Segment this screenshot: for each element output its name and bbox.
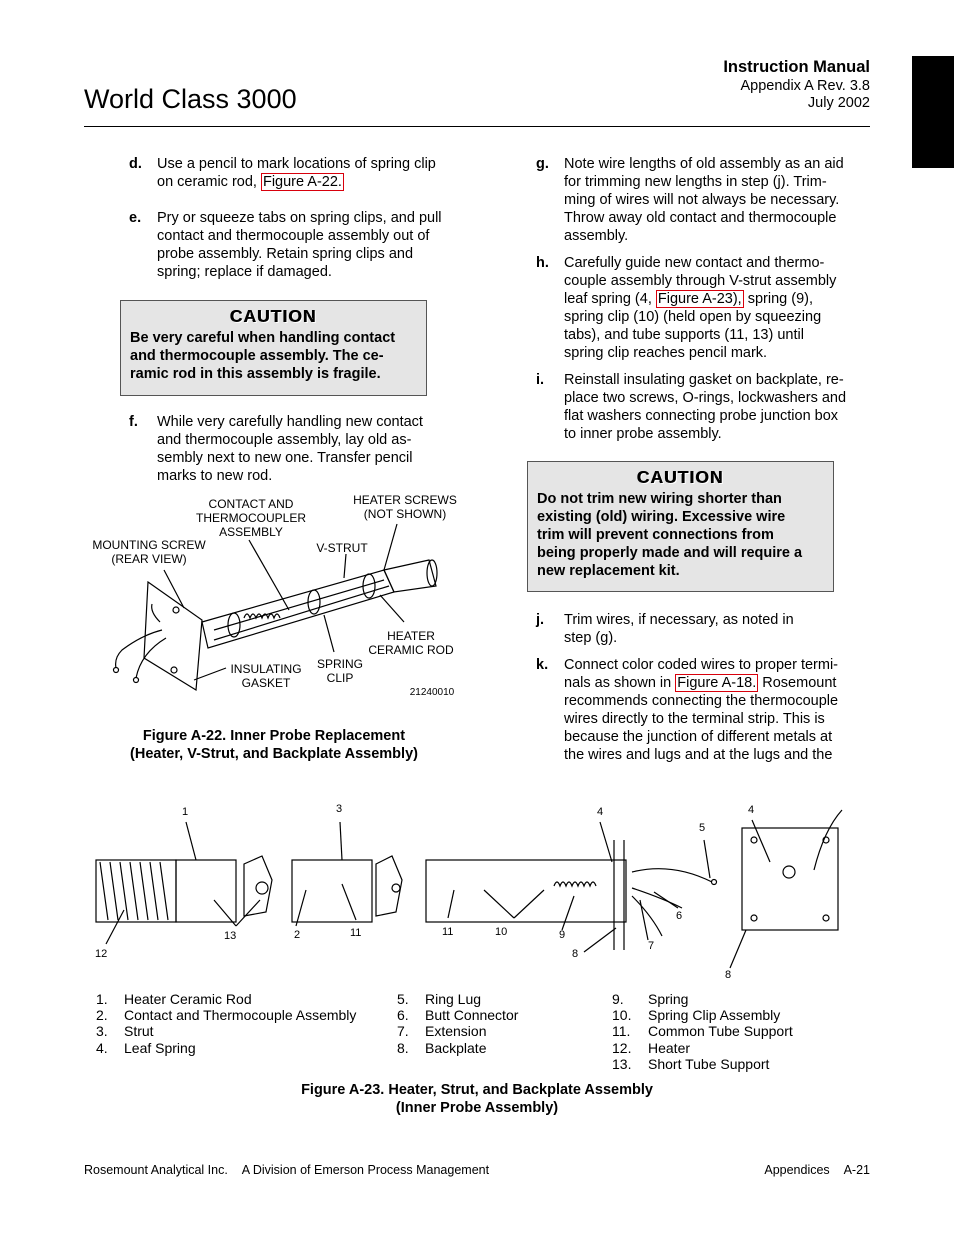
callout-11: 11 (350, 927, 362, 939)
figure-a22-caption: Figure A-22. Inner Probe Replacement (Heater, V-Strut, and Backplate Assembly) (130, 728, 418, 762)
legend-item: 12. Heater (612, 1039, 691, 1056)
caution-heading: CAUTION (637, 467, 724, 487)
legend-item: 11. Common Tube Support (612, 1023, 793, 1040)
caution-heading: CAUTION (230, 306, 317, 326)
callout-7: 7 (648, 940, 655, 952)
legend-column-3 (612, 991, 793, 1072)
caution-box-fragile: CAUTION Be very careful when handling contact and thermocouple assembly. The ce- ramic rod in this assembly is fragile. (120, 300, 427, 396)
figure-a23-drawing (84, 800, 870, 980)
legend-item: 8. Backplate (397, 1039, 487, 1056)
callout-4-front: 4 (748, 804, 755, 816)
legend-item: 9. Spring (612, 991, 689, 1007)
document-title: World Class 3000 (84, 84, 297, 114)
callout-3: 3 (336, 803, 343, 815)
legend-item: 10. Spring Clip Assembly (612, 1007, 781, 1024)
label-heater-screws: HEATER SCREWS (NOT SHOWN) (353, 493, 457, 521)
legend-item: 6. Butt Connector (397, 1007, 519, 1024)
legend-item: 5. Ring Lug (397, 991, 482, 1007)
callout-1: 1 (182, 806, 189, 818)
legend-column-1 (96, 991, 356, 1056)
legend-item: 4. Leaf Spring (96, 1039, 196, 1056)
manual-label: Instruction Manual (723, 58, 870, 76)
callout-10: 10 (495, 926, 508, 938)
section-tab (912, 56, 954, 168)
callout-8: 8 (572, 948, 579, 960)
label-spring-clip: SPRING CLIP (316, 657, 363, 685)
label-heater-ceramic-rod: HEATER CERAMIC ROD (368, 629, 454, 657)
legend-item: 7. Extension (397, 1023, 487, 1040)
callout-9: 9 (559, 929, 566, 941)
legend-item: 2. Contact and Thermocouple Assembly (96, 1007, 357, 1024)
label-insulating-gasket: INSULATING GASKET (230, 662, 302, 690)
header-rule (84, 126, 870, 127)
figure-a22-link[interactable]: Figure A-22. (262, 174, 342, 190)
callout-4: 4 (597, 806, 604, 818)
callout-11-right: 11 (442, 926, 454, 938)
callout-2: 2 (294, 929, 301, 941)
legend-item: 3. Strut (96, 1023, 154, 1040)
label-v-strut: V-STRUT (316, 541, 368, 555)
footer-left: Rosemount Analytical Inc. A Division of Emerson Process Management (84, 1163, 490, 1177)
header-date: July 2002 (807, 95, 870, 111)
figure-a23-caption: Figure A-23. Heater, Strut, and Backplate Assembly (Inner Probe Assembly) (301, 1082, 653, 1116)
callout-6: 6 (676, 910, 683, 922)
callout-5: 5 (699, 822, 706, 834)
legend-column-2 (397, 991, 518, 1056)
appendix-revision: Appendix A Rev. 3.8 (740, 78, 870, 94)
callout-12: 12 (95, 948, 108, 960)
label-mounting-screw: MOUNTING SCREW (REAR VIEW) (92, 538, 206, 566)
callout-13: 13 (224, 930, 237, 942)
legend-item: 1. Heater Ceramic Rod (96, 991, 252, 1007)
label-contact-assembly: CONTACT AND THERMOCOUPLER ASSEMBLY (195, 497, 306, 539)
figure-a18-link[interactable]: Figure A-18. (677, 675, 757, 691)
figure-code: 21240010 (409, 687, 455, 698)
header-info (723, 56, 870, 112)
legend-item: 13. Short Tube Support (612, 1055, 770, 1072)
page-number: A-21 (843, 1163, 870, 1177)
callout-8-front: 8 (725, 969, 732, 981)
figure-a23-link[interactable]: Figure A-23), (657, 291, 742, 307)
caution-box-wiring: CAUTION Do not trim new wiring shorter than existing (old) wiring. Excessive wire trim will prevent connections from being properly made and will require a new replacement kit. (527, 461, 834, 592)
footer-right: Appendices A-21 (764, 1163, 870, 1177)
